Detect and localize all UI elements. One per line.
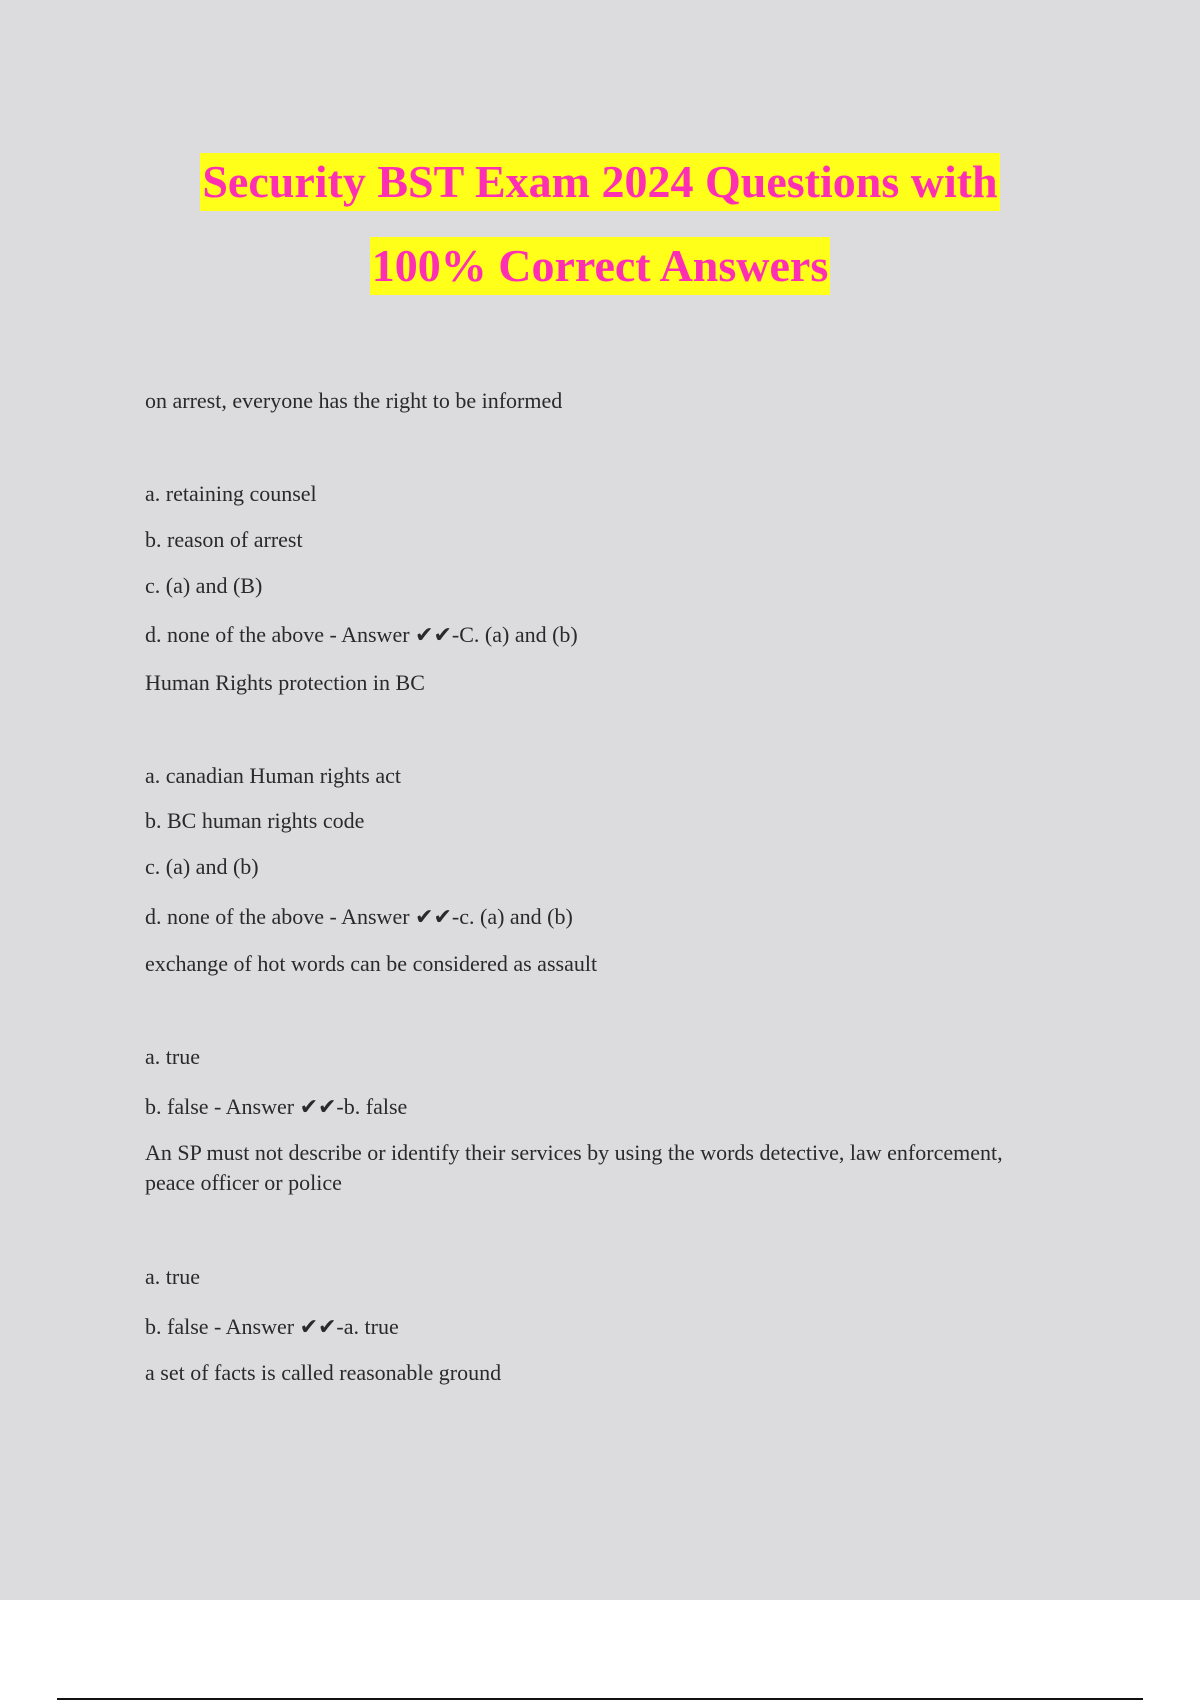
answer-option: c. (a) and (b)	[145, 854, 259, 879]
answer-option-with-answer: d. none of the above - Answer ✔✔-c. (a) and (b)	[145, 904, 573, 929]
question-text: An SP must not describe or identify their services by using the words detective, law enforcement, peace officer or police	[145, 1140, 1003, 1195]
answer-option: c. (a) and (B)	[145, 573, 263, 598]
answer-option: a. retaining counsel	[145, 481, 317, 506]
answer-option-with-answer: b. false - Answer ✔✔-a. true	[145, 1314, 399, 1339]
answer-option-with-answer: b. false - Answer ✔✔-b. false	[145, 1094, 408, 1119]
question-text: on arrest, everyone has the right to be informed	[145, 388, 563, 413]
question-text: exchange of hot words can be considered as assault	[145, 951, 598, 976]
title-line-1: Security BST Exam 2024 Questions with	[200, 153, 999, 211]
answer-option: b. reason of arrest	[145, 527, 303, 552]
answer-option: a. true	[145, 1264, 200, 1289]
document-title	[0, 140, 1200, 308]
answer-option-with-answer: d. none of the above - Answer ✔✔-C. (a) and (b)	[145, 622, 578, 647]
question-text: a set of facts is called reasonable ground	[145, 1360, 502, 1385]
answer-option: a. canadian Human rights act	[145, 763, 401, 788]
title-line-2: 100% Correct Answers	[370, 237, 831, 295]
question-text: Human Rights protection in BC	[145, 670, 425, 695]
answer-option: a. true	[145, 1044, 200, 1069]
answer-option: b. BC human rights code	[145, 808, 365, 833]
